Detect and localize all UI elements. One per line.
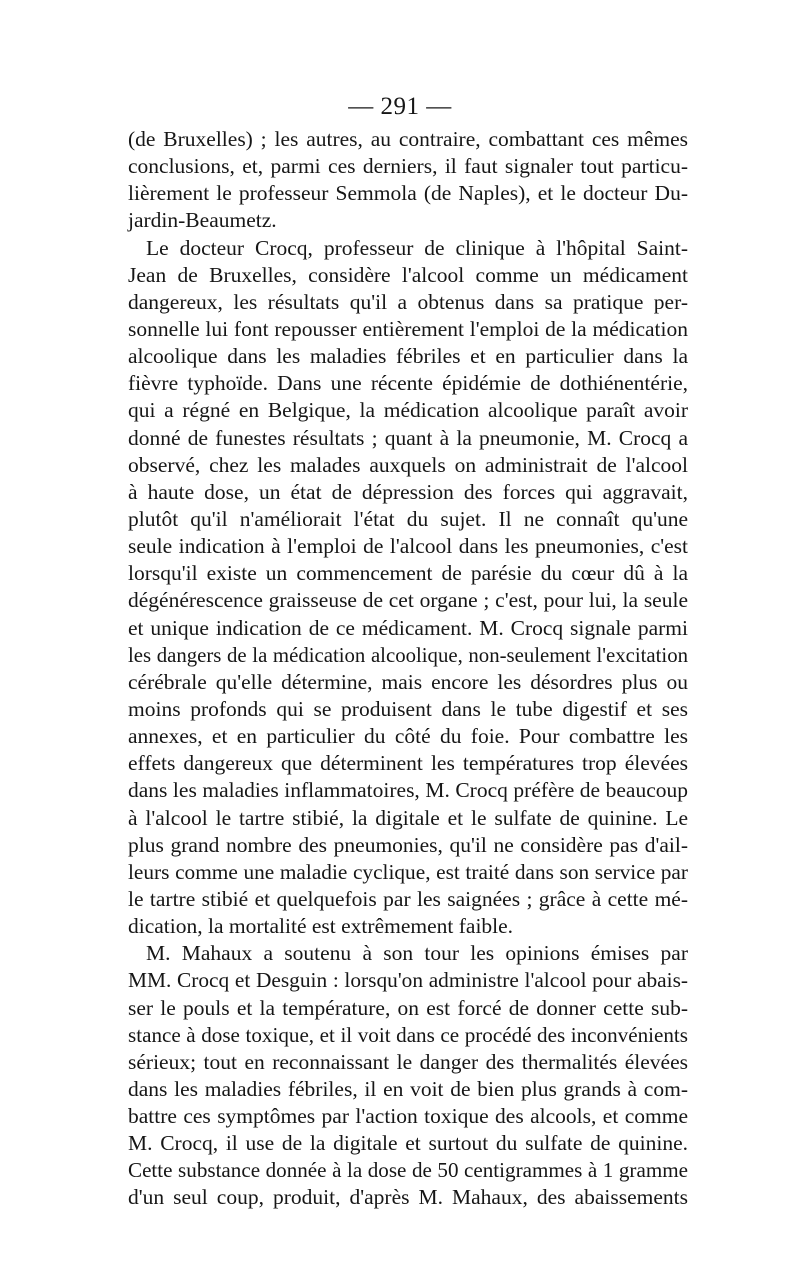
text-line: donné de funestes résultats ; quant à la pneumonie, M. Crocq a [128, 425, 688, 450]
text-line: Jean de Bruxelles, considère l'alcool comme un médicament [128, 262, 688, 287]
text-line: dication, la mortalité est extrêmement faible. [128, 914, 514, 939]
text-line: conclusions, et, parmi ces derniers, il faut signaler tout particu- [128, 154, 688, 179]
text-line: (de Bruxelles) ; les autres, au contraire, combattant ces mêmes [128, 127, 688, 151]
text-line: M. Crocq, il use de la digitale et surtout du sulfate de quinine. [128, 1131, 688, 1156]
text-line: sonnelle lui font repousser entièrement l'emploi de la médication [128, 316, 688, 341]
text-line: M. Mahaux a soutenu à son tour les opinions émises par [146, 941, 688, 966]
text-line: à l'alcool le tartre stibié, la digitale et le sulfate de quinine. Le [128, 805, 688, 830]
text-line: Le docteur Crocq, professeur de clinique à l'hôpital Saint- [146, 235, 688, 260]
text-line: qui a régné en Belgique, la médication alcoolique paraît avoir [128, 398, 688, 423]
text-line: lièrement le professeur Semmola (de Naples), et le docteur Du- [128, 181, 688, 206]
text-line: dans les maladies fébriles, il en voit de bien plus grands à com- [128, 1076, 688, 1101]
text-line: annexes, et en particulier du côté du foie. Pour combattre les [128, 724, 688, 749]
text-line: à haute dose, un état de dépression des forces qui aggravait, [128, 479, 688, 504]
text-line: cérébrale qu'elle détermine, mais encore les désordres plus ou [128, 669, 688, 694]
text-line: dangereux, les résultats qu'il a obtenus dans sa pratique per- [128, 289, 688, 314]
body-text [128, 126, 688, 1212]
text-line: moins profonds qui se produisent dans le tube digestif et ses [128, 696, 688, 721]
text-line: stance à dose toxique, et il voit dans ce procédé des inconvénients [128, 1022, 688, 1047]
text-line: MM. Crocq et Desguin : lorsqu'on administre l'alcool pour abais- [128, 968, 688, 993]
text-line: d'un seul coup, produit, d'après M. Mahaux, des abaissements [128, 1185, 688, 1210]
text-line: plus grand nombre des pneumonies, qu'il ne considère pas d'ail- [128, 832, 688, 857]
text-line: ser le pouls et la température, on est forcé de donner cette sub- [128, 995, 688, 1020]
text-line: alcoolique dans les maladies fébriles et en particulier dans la [128, 344, 688, 369]
text-line: sérieux; tout en reconnaissant le danger des thermalités élevées [128, 1049, 688, 1074]
text-line: effets dangereux que déterminent les températures trop élevées [128, 751, 688, 776]
page-number: — 291 — [348, 93, 452, 120]
text-line: seule indication à l'emploi de l'alcool dans les pneumonies, c'est [128, 534, 688, 559]
text-line: fièvre typhoïde. Dans une récente épidémie de dothiénentérie, [128, 371, 688, 396]
text-line: dans les maladies inflammatoires, M. Crocq préfère de beaucoup [128, 778, 688, 803]
text-line: plutôt qu'il n'améliorait l'état du sujet. Il ne connaît qu'une [128, 506, 688, 531]
text-line: et unique indication de ce médicament. M. Crocq signale parmi [128, 615, 688, 640]
text-line: observé, chez les malades auxquels on administrait de l'alcool [128, 452, 688, 477]
text-line: jardin-Beaumetz. [128, 208, 277, 233]
text-line: Cette substance donnée à la dose de 50 centigrammes à 1 gramme [128, 1158, 688, 1183]
text-line: battre ces symptômes par l'action toxique des alcools, et comme [128, 1104, 688, 1129]
text-line: leurs comme une maladie cyclique, est traité dans son service par [128, 859, 688, 884]
text-line: lorsqu'il existe un commencement de parésie du cœur dû à la [128, 561, 688, 586]
text-line: le tartre stibié et quelquefois par les saignées ; grâce à cette mé- [128, 886, 688, 911]
text-line: les dangers de la médication alcoolique, non-seulement l'excitation [128, 643, 688, 667]
text-line: dégénérescence graisseuse de cet organe ; c'est, pour lui, la seule [128, 588, 688, 613]
